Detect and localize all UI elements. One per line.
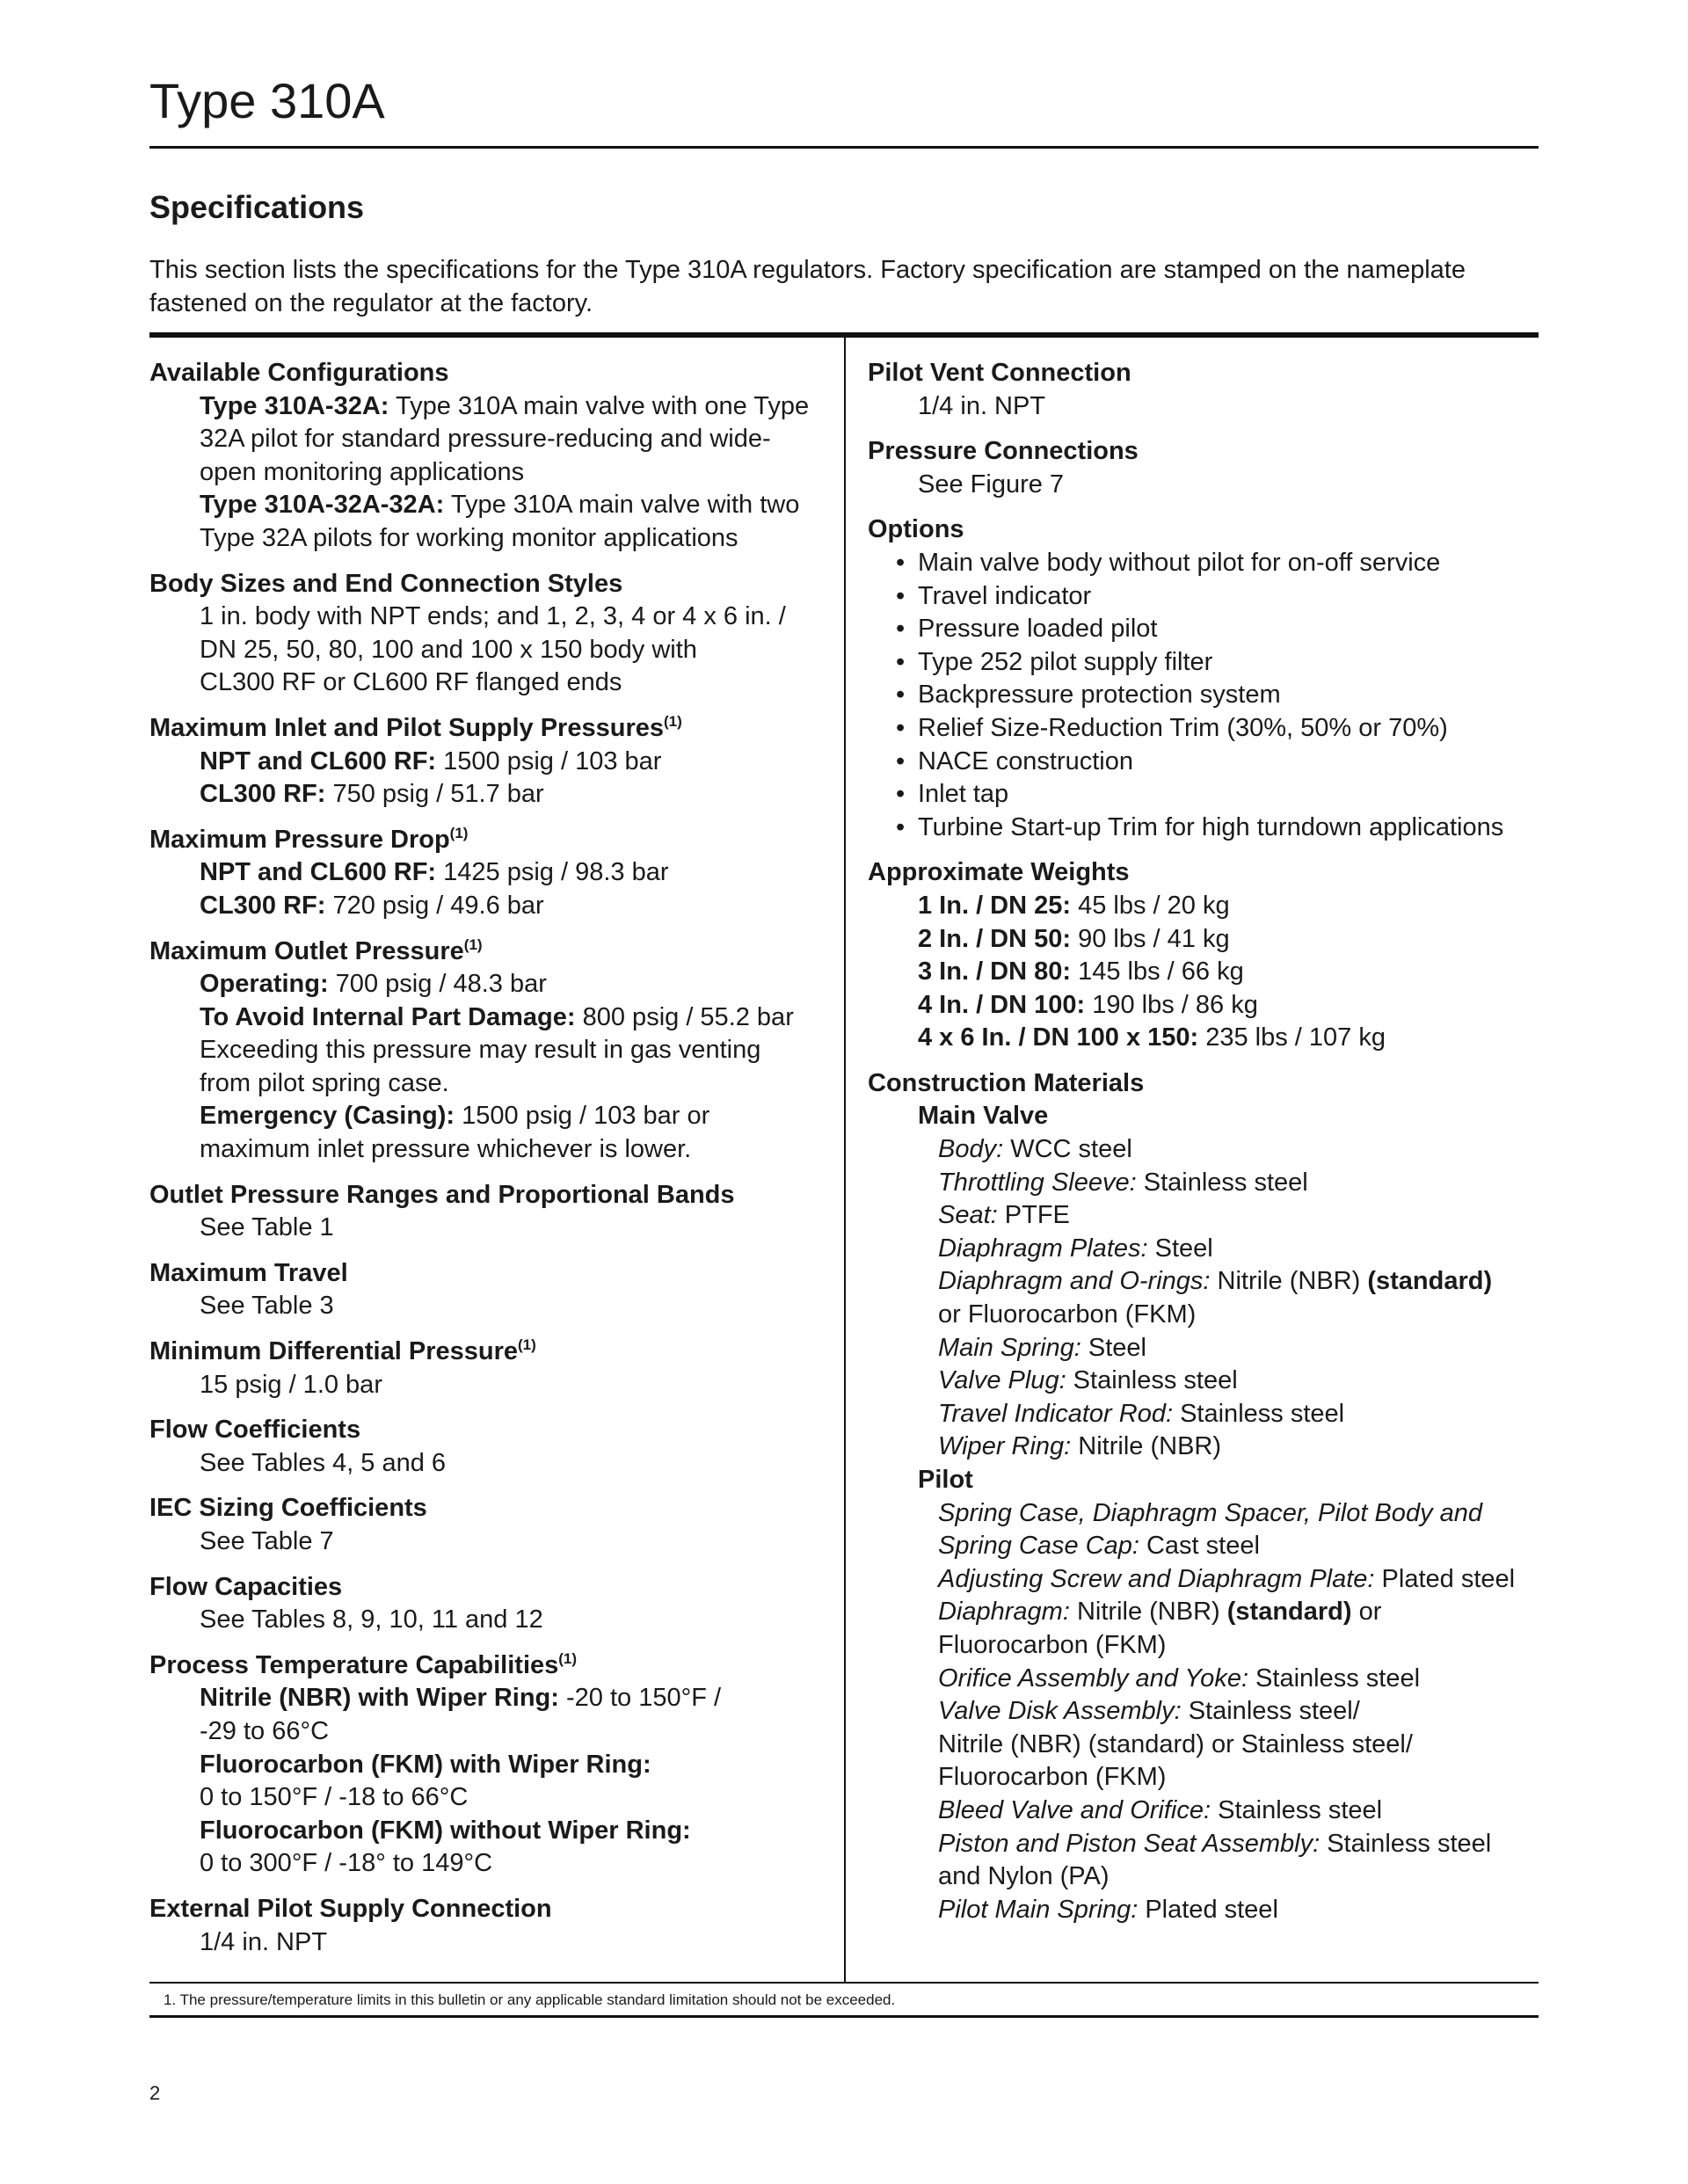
config-item-2: Type 310A-32A-32A: Type 310A main valve with two Type 32A pilots for working monitor applications — [200, 491, 800, 552]
list-item: • Type 252 pilot supply filter — [896, 647, 1213, 676]
spec-external-pilot — [149, 1893, 826, 1959]
spec-pilot-vent — [868, 357, 1549, 423]
footnote-mark: (1) — [558, 1649, 578, 1667]
right-column — [868, 357, 1549, 1939]
spec-value: Fluorocarbon (FKM) without Wiper Ring: — [200, 1816, 691, 1845]
spec-value: CL300 RF: 720 psig / 49.6 bar — [200, 891, 544, 920]
list-item: • Pressure loaded pilot — [896, 615, 1158, 644]
spec-label: Maximum Travel — [149, 1258, 348, 1287]
spec-value: DN 25, 50, 80, 100 and 100 x 150 body with — [200, 635, 697, 664]
weight-item: 4 x 6 In. / DN 100 x 150: 235 lbs / 107 kg — [918, 1023, 1386, 1052]
material-item: Piston and Piston Seat Assembly: Stainless steel — [938, 1829, 1492, 1858]
material-item: Adjusting Screw and Diaphragm Plate: Plated steel — [938, 1564, 1516, 1593]
spec-max-inlet — [149, 712, 826, 812]
spec-flow-coefficients — [149, 1414, 826, 1480]
spec-value: See Tables 4, 5 and 6 — [200, 1448, 447, 1477]
weight-item: 4 In. / DN 100: 190 lbs / 86 kg — [918, 990, 1258, 1019]
material-item: Valve Plug: Stainless steel — [938, 1366, 1238, 1395]
spec-construction-materials — [868, 1067, 1549, 1926]
material-item: Spring Case Cap: Cast steel — [938, 1532, 1260, 1561]
spec-flow-capacities — [149, 1571, 826, 1637]
material-item: Bleed Valve and Orifice: Stainless steel — [938, 1795, 1383, 1824]
spec-value: CL300 RF: 750 psig / 51.7 bar — [200, 780, 544, 809]
spec-options — [868, 513, 1549, 844]
spec-value: See Table 1 — [200, 1213, 334, 1242]
material-item: or Fluorocarbon (FKM) — [938, 1300, 1197, 1329]
footer-rule — [149, 2015, 1539, 2018]
spec-value: NPT and CL600 RF: 1500 psig / 103 bar — [200, 746, 662, 775]
spec-value: 0 to 150°F / -18 to 66°C — [200, 1783, 469, 1812]
spec-value: 1/4 in. NPT — [918, 391, 1046, 420]
spec-label: Process Temperature Capabilities$^{(1)}$ — [149, 1649, 578, 1679]
spec-value: 1 in. body with NPT ends; and 1, 2, 3, 4 or 4 x 6 in. / — [200, 602, 786, 631]
spec-value: Exceeding this pressure may result in gas venting — [200, 1036, 761, 1065]
spec-value: maximum inlet pressure whichever is lower. — [200, 1135, 692, 1164]
spec-label: Minimum Differential Pressure$^{(1)}$ — [149, 1336, 536, 1366]
footnote-rule — [149, 1982, 1539, 1984]
list-item: • NACE construction — [896, 746, 1133, 775]
spec-label: Flow Capacities — [149, 1572, 343, 1601]
spec-max-outlet — [149, 935, 826, 1167]
spec-label: Body Sizes and End Connection Styles — [149, 569, 623, 598]
sub-heading-pilot: Pilot — [918, 1466, 973, 1494]
material-item: Spring Case, Diaphragm Spacer, Pilot Body and — [938, 1498, 1483, 1527]
spec-value: See Tables 8, 9, 10, 11 and 12 — [200, 1605, 543, 1634]
title-rule — [149, 146, 1539, 149]
spec-label: Maximum Outlet Pressure$^{(1)}$ — [149, 935, 483, 965]
page-title: Type 310A — [149, 73, 385, 128]
weight-item: 1 In. / DN 25: 45 lbs / 20 kg — [918, 891, 1230, 920]
spec-value: See Table 3 — [200, 1292, 334, 1321]
spec-label: Construction Materials — [868, 1068, 1145, 1097]
spec-value: CL300 RF or CL600 RF flanged ends — [200, 668, 622, 697]
spec-label: IEC Sizing Coefficients — [149, 1494, 427, 1523]
material-item: Travel Indicator Rod: Stainless steel — [938, 1399, 1345, 1428]
spec-weights — [868, 856, 1549, 1055]
spec-value: 1/4 in. NPT — [200, 1927, 328, 1956]
spec-outlet-ranges — [149, 1179, 826, 1245]
material-item: Throttling Sleeve: Stainless steel — [938, 1168, 1308, 1197]
spec-max-drop — [149, 824, 826, 923]
spec-process-temperature — [149, 1649, 826, 1881]
spec-value: Fluorocarbon (FKM) with Wiper Ring: — [200, 1750, 651, 1779]
material-item: Wiper Ring: Nitrile (NBR) — [938, 1432, 1222, 1461]
material-item: Seat: PTFE — [938, 1201, 1070, 1230]
spec-value: -29 to 66°C — [200, 1716, 330, 1745]
list-item: • Travel indicator — [896, 581, 1092, 610]
material-item: Body: WCC steel — [938, 1135, 1132, 1164]
section-heading: Specifications — [149, 189, 365, 225]
material-item: Valve Disk Assembly: Stainless steel/ — [938, 1697, 1360, 1726]
intro-paragraph: This section lists the specifications for the Type 310A regulators. Factory specification are stamped on the nameplate fastened on the regulator at the factory. — [149, 256, 1466, 317]
spec-label: Outlet Pressure Ranges and Proportional Bands — [149, 1180, 735, 1209]
spec-label: Approximate Weights — [868, 858, 1130, 887]
spec-label: Flow Coefficients — [149, 1416, 361, 1445]
spec-value: See Figure 7 — [918, 470, 1065, 499]
spec-value: from pilot spring case. — [200, 1068, 449, 1097]
spec-value: Emergency (Casing): 1500 psig / 103 bar or — [200, 1102, 710, 1131]
material-item: Diaphragm Plates: Steel — [938, 1234, 1213, 1263]
spec-label: Maximum Inlet and Pilot Supply Pressures$^{(1)}$ — [149, 712, 682, 742]
footnote-mark: (1) — [518, 1336, 536, 1354]
spec-min-diff — [149, 1336, 826, 1401]
spec-pressure-connections — [868, 435, 1549, 501]
spec-value: NPT and CL600 RF: 1425 psig / 98.3 bar — [200, 858, 669, 887]
material-item: Diaphragm and O-rings: Nitrile (NBR) (standard) — [938, 1267, 1493, 1296]
list-item: • Relief Size-Reduction Trim (30%, 50% or 70%) — [896, 713, 1448, 742]
config-item-1: Type 310A-32A: Type 310A main valve with one Type 32A pilot for standard pressure-reducing and wide-open monitoring applications — [200, 391, 810, 486]
left-column — [149, 357, 826, 1971]
material-item: Orifice Assembly and Yoke: Stainless steel — [938, 1663, 1421, 1693]
spec-label: Maximum Pressure Drop$^{(1)}$ — [149, 824, 469, 854]
spec-value: 0 to 300°F / -18° to 149°C — [200, 1849, 493, 1878]
page-number: 2 — [149, 2082, 161, 2104]
list-item: • Turbine Start-up Trim for high turndown applications — [896, 812, 1504, 841]
footnote-mark: (1) — [463, 935, 483, 953]
footnote-mark: (1) — [449, 824, 469, 841]
weight-item: 3 In. / DN 80: 145 lbs / 66 kg — [918, 957, 1244, 986]
spec-label: Available Configurations — [149, 359, 449, 387]
list-item: • Inlet tap — [896, 780, 1009, 809]
material-item: Main Spring: Steel — [938, 1333, 1146, 1362]
column-divider — [844, 338, 846, 1982]
material-item: Diaphragm: Nitrile (NBR) (standard) or — [938, 1598, 1382, 1627]
material-item: Nitrile (NBR) (standard) or Stainless steel/ — [938, 1729, 1413, 1758]
material-item: and Nylon (PA) — [938, 1862, 1110, 1891]
weight-item: 2 In. / DN 50: 90 lbs / 41 kg — [918, 924, 1230, 953]
list-item: • Backpressure protection system — [896, 681, 1281, 710]
material-item: Fluorocarbon (FKM) — [938, 1630, 1167, 1659]
spec-value: Nitrile (NBR) with Wiper Ring: -20 to 150°F / — [200, 1684, 722, 1713]
options-list — [868, 547, 1549, 844]
spec-available-configurations — [149, 357, 826, 556]
footnote-mark: (1) — [663, 712, 682, 730]
spec-max-travel — [149, 1257, 826, 1323]
spec-label: Pilot Vent Connection — [868, 359, 1131, 387]
spec-label: Options — [868, 515, 964, 544]
spec-value: See Table 7 — [200, 1527, 334, 1555]
footnote: 1. The pressure/temperature limits in this bulletin or any applicable standard limitation should not be exceeded. — [164, 1991, 896, 2008]
spec-value: Operating: 700 psig / 48.3 bar — [200, 970, 547, 999]
list-item: • Main valve body without pilot for on-off service — [896, 548, 1441, 577]
sub-heading-main-valve: Main Valve — [918, 1102, 1049, 1131]
material-item: Pilot Main Spring: Plated steel — [938, 1895, 1278, 1924]
spec-label: Pressure Connections — [868, 437, 1139, 466]
spec-value: To Avoid Internal Part Damage: 800 psig / 55.2 bar — [200, 1002, 794, 1031]
spec-value: 15 psig / 1.0 bar — [200, 1370, 382, 1399]
spec-body-sizes — [149, 568, 826, 700]
spec-iec — [149, 1492, 826, 1558]
spec-label: External Pilot Supply Connection — [149, 1894, 552, 1923]
material-item: Fluorocarbon (FKM) — [938, 1763, 1167, 1792]
